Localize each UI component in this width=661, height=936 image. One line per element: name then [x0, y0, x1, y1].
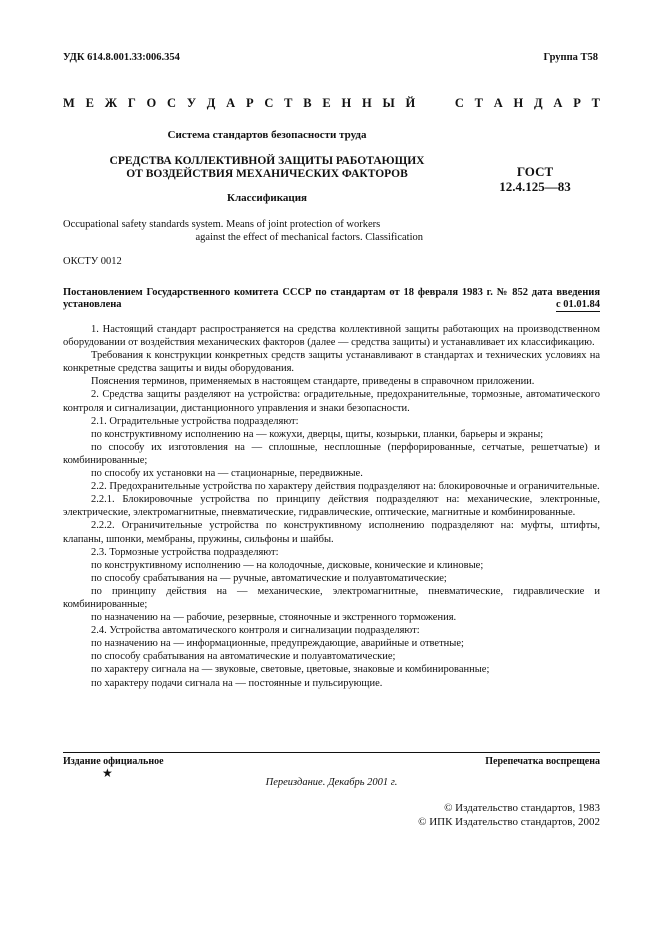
heading-letter: А [553, 96, 563, 110]
heading-letter [426, 96, 444, 111]
paragraph: 2. Средства защиты разделяют на устройства: оградительные, предохранительные, тормозные, автоматического контроля и сигнализации, дистанционного управления и знаки безопасности. [63, 389, 600, 414]
copyright-block [418, 801, 600, 829]
paragraph: по способу срабатывания на автоматические и полуавтоматические; [91, 651, 396, 663]
reissue-note: Переиздание. Декабрь 2001 г. [265, 777, 398, 788]
paragraph: 2.4. Устройства автоматического контроля и сигнализации подразделяют: [91, 625, 420, 637]
title-line-2: ОТ ВОЗДЕЙСТВИЯ МЕХАНИЧЕСКИХ ФАКТОРОВ [126, 168, 408, 180]
paragraph: по способу их установки на — стационарные, передвижные. [91, 468, 363, 480]
english-title-line-2: against the effect of mechanical factors. Classification [195, 232, 423, 243]
document-subtitle: Классификация [227, 192, 307, 204]
paragraph: по характеру подачи сигнала на — постоянные и пульсирующие. [91, 677, 383, 689]
system-name: Система стандартов безопасности труда [167, 129, 367, 141]
udk-code: УДК 614.8.001.33:006.354 [63, 52, 180, 63]
paragraph: по конструктивному исполнению — на колодочные, дисковые, конические и клиновые; [91, 559, 484, 571]
group-code: Группа Т58 [543, 52, 598, 63]
heading-letter: О [146, 96, 157, 110]
heading-letter: Й [405, 96, 416, 110]
heading-letter: Н [513, 96, 524, 110]
heading-letter: Е [85, 96, 94, 110]
document-title [63, 155, 471, 181]
heading-letter: А [226, 96, 236, 110]
footer-divider [63, 752, 600, 753]
heading-letter: Т [591, 96, 600, 110]
english-title-line-1: Occupational safety standards system. Means of joint protection of workers [63, 219, 381, 230]
heading-letter: Д [206, 96, 216, 110]
decree-line-2: установлена [63, 299, 122, 310]
paragraph: Требования к конструкции конкретных средств защиты устанавливают в стандартах и технических условиях на конкретные средства защиты и виды оборудования. [63, 350, 600, 375]
introduction-date: с 01.01.84 [555, 299, 600, 310]
heading-letter: С [264, 96, 274, 110]
paragraph: 2.2.1. Блокировочные устройства по принципу действия подразделяют на: механические, электронные, электрические, электромагнитные, пневматические, гидравлические, оптические, магнитные и комбинированные. [63, 494, 600, 519]
body-text [63, 323, 600, 690]
heading-letter: У [186, 96, 197, 110]
heading-letter: В [303, 96, 312, 110]
heading-letter: Р [573, 96, 581, 110]
paragraph: по конструктивному исполнению на — кожухи, дверцы, щиты, козырьки, планки, барьеры и экраны; [91, 428, 544, 440]
reprint-prohibited-label: Перепечатка воспрещена [485, 756, 600, 767]
heading-letter: Ж [104, 96, 118, 110]
heading-letter: С [454, 96, 464, 110]
paragraph: 2.3. Тормозные устройства подразделяют: [91, 546, 279, 558]
copyright-line-2: © ИПК Издательство стандартов, 2002 [418, 816, 600, 828]
paragraph: по способу их изготовления на — сплошные, несплошные (перфорированные, сетчатые, решетчатые) и комбинированные; [63, 441, 600, 466]
heading-letter: Н [341, 96, 352, 110]
paragraph: по характеру сигнала на — звуковые, световые, цветовые, знаковые и комбинированные; [91, 664, 490, 676]
official-edition-label: Издание официальное [63, 756, 164, 767]
heading-letter: Н [362, 96, 372, 110]
heading-letter: Ы [382, 96, 395, 110]
paragraph: Пояснения терминов, применяемых в настоящем стандарте, приведены в справочном приложении. [91, 376, 535, 388]
english-title [63, 218, 423, 244]
heading-letter: А [493, 96, 503, 110]
heading-letter: М [63, 96, 75, 110]
paragraph: 2.2.2. Ограничительные устройства по конструктивному исполнению подразделяют на: муфты, штифты, клапаны, шпонки, мембраны, пружины, сильфоны и шайбы. [63, 520, 600, 545]
heading-letter: С [167, 96, 177, 110]
paragraph: по назначению на — рабочие, резервные, стояночные и экстренного торможения. [91, 612, 457, 624]
okstu-code: ОКСТУ 0012 [63, 256, 122, 267]
heading-letter: Е [322, 96, 331, 110]
heading-letter: Т [284, 96, 293, 110]
star-icon: ★ [102, 766, 113, 780]
gost-designation [470, 164, 600, 194]
heading-letter: Р [245, 96, 254, 110]
heading-letter: Т [474, 96, 483, 110]
title-line-1: СРЕДСТВА КОЛЛЕКТИВНОЙ ЗАЩИТЫ РАБОТАЮЩИХ [109, 155, 425, 167]
paragraph: 2.1. Оградительные устройства подразделяют: [91, 415, 299, 427]
interstate-standard-heading [63, 96, 600, 111]
paragraph: по способу срабатывания на — ручные, автоматические и полуавтоматические; [91, 572, 447, 584]
decree-block [63, 287, 600, 312]
paragraph: по принципу действия на — механические, электромагнитные, пневматические, гидравлические и комбинированные; [63, 585, 600, 610]
copyright-line-1: © Издательство стандартов, 1983 [444, 802, 600, 814]
heading-letter: Д [534, 96, 543, 110]
gost-label: ГОСТ [516, 164, 554, 179]
paragraph: 2.2. Предохранительные устройства по характеру действия подразделяют на: блокировочные и ограничительные. [91, 481, 600, 493]
heading-letter: Г [127, 96, 136, 110]
paragraph: по назначению на — информационные, предупреждающие, аварийные и ответные; [91, 638, 464, 650]
gost-number: 12.4.125—83 [499, 179, 571, 194]
paragraph: 1. Настоящий стандарт распространяется на средства коллективной защиты работающих на производственном оборудовании от воздействия механических факторов (далее — средства защиты) и устанавливает их классификацию. [63, 324, 600, 349]
decree-line-1: Постановлением Государственного комитета СССР по стандартам от 18 февраля 1983 г. № 852 дата введения [63, 287, 600, 298]
